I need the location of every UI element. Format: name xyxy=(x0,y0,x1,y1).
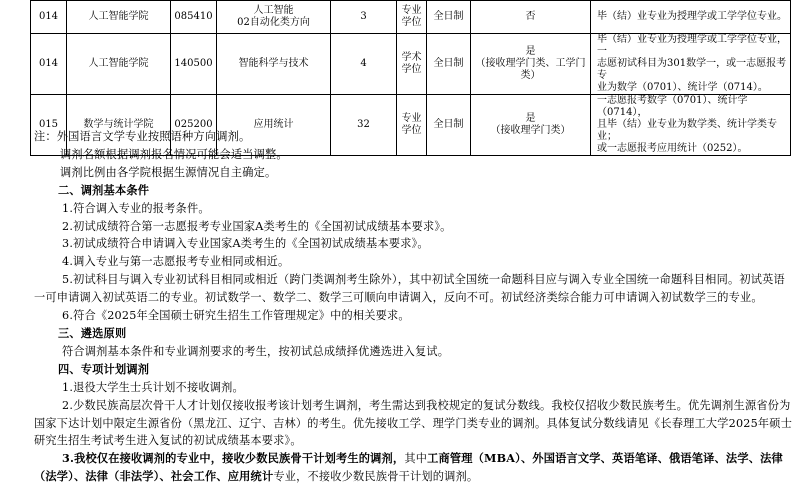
table-row xyxy=(31,1,791,34)
college-name: 人工智能学院 xyxy=(67,34,171,95)
major-name: 智能科学与技术 xyxy=(217,34,331,95)
condition-item: 2.初试成绩符合第一志愿报考专业国家A类考生的《全国初试成绩基本要求》。 xyxy=(62,219,452,233)
row-number: 015 xyxy=(31,95,67,156)
section-heading: 四、专项计划调剂 xyxy=(58,361,150,376)
plan-count: 32 xyxy=(331,95,397,156)
study-mode: 全日制 xyxy=(427,1,471,34)
row-number: 014 xyxy=(31,1,67,34)
condition-item: 3.初试成绩符合申请调入专业国家A类考生的《全国初试成绩基本要求》。 xyxy=(62,237,429,251)
degree-type: 学术 学位 xyxy=(397,34,427,95)
section-heading: 二、调剂基本条件 xyxy=(58,182,150,197)
major-name: 应用统计 xyxy=(217,95,331,156)
major-code: 140500 xyxy=(171,34,217,95)
college-name: 数学与统计学院 xyxy=(67,95,171,156)
cross-category: 是 （接收理学门类） xyxy=(471,95,591,156)
degree-type: 专业 学位 xyxy=(397,1,427,34)
remark: 一志愿报考数学（0701）、统计学（0714）， 且毕（结）业专业为数学类、统计学类专业； 或一志愿报考应用统计（0252）。 xyxy=(591,95,791,156)
note-line: 注：外国语言文学专业按照语种方向调剂。 xyxy=(34,130,251,143)
study-mode: 全日制 xyxy=(427,34,471,95)
notes-section xyxy=(34,128,794,486)
remark: 毕（结）业专业为授理学或工学学位专业。 xyxy=(591,1,791,34)
degree-type: 专业 学位 xyxy=(397,95,427,156)
special-plan-item xyxy=(34,450,794,486)
condition-item: 6.符合《2025年全国硕士研究生招生工作管理规定》中的相关要求。 xyxy=(62,309,410,323)
normal-text: 其中 xyxy=(404,452,428,466)
plan-count: 4 xyxy=(331,34,397,95)
condition-item: 1.符合调入专业的报考条件。 xyxy=(62,201,210,215)
cross-category: 否 xyxy=(471,1,591,34)
special-plan-item: 1.退役大学生士兵计划不接收调剂。 xyxy=(62,380,244,394)
row-number: 014 xyxy=(31,34,67,95)
college-name: 人工智能学院 xyxy=(67,1,171,34)
remark: 毕（结）业专业为授理学或工学学位专业，一 志愿初试科目为301数学一，或一志愿报考专 业为数学（0701）、统计学（0714）。 xyxy=(591,34,791,95)
note-line: 调剂比例由各学院根据生源情况自主确定。 xyxy=(60,165,277,179)
section-heading: 三、遴选原则 xyxy=(58,325,127,340)
cross-category: 是 （接收理学门类、工学门类） xyxy=(471,34,591,95)
special-plan-item: 2.少数民族高层次骨干人才计划仅接收报考该计划考生调剂，考生需达到我校规定的复试分数线。我校仅招收少数民族考生。优先调剂生源省份为国家下达计划中限定生源省份（黑龙江、辽宁、吉林）的考生。优先接收工学、理学门类专业的调剂。具体复试分数线请见《长春理工大学2025年硕士研究生招生考试考生进入复试的初试成绩基本要求》。 xyxy=(34,398,793,448)
bold-text: 3.我校仅在接收调剂的专业中，接收少数民族骨干计划考生的调剂， xyxy=(62,451,405,466)
condition-item: 5.初试科目与调入专业初试科目相同或相近（跨门类调剂考生除外），其中初试全国统一命题科目应与调入专业全国统一命题科目相同。初试英语一可申请调入初试英语二的专业。初试数学一、数学二、数学三可顺向申请调入，反向不可。初试经济类综合能力可申请调入初试数学三的专业。 xyxy=(34,273,785,305)
major-name: 人工智能 02自动化类方向 xyxy=(217,1,331,34)
normal-text: 专业，不接收少数民族骨干计划的调剂。 xyxy=(273,470,479,484)
bold-text: 工商管理（MBA）、外国语言文学、英语笔译、俄语笔译、法学、法律（法学）、法律（非法学）、社会工作、应用统计 xyxy=(34,451,783,484)
major-code: 025200 xyxy=(171,95,217,156)
major-code: 085410 xyxy=(171,1,217,34)
note-line: 调剂名额根据调剂报名情况可能会适当调整。 xyxy=(60,147,288,161)
selection-text: 符合调剂基本条件和专业调剂要求的考生，按初试总成绩择优遴选进入复试。 xyxy=(62,344,450,358)
plan-count: 3 xyxy=(331,1,397,34)
study-mode: 全日制 xyxy=(427,95,471,156)
condition-item: 4.调入专业与第一志愿报考专业相同或相近。 xyxy=(62,255,290,269)
table-row xyxy=(31,34,791,95)
